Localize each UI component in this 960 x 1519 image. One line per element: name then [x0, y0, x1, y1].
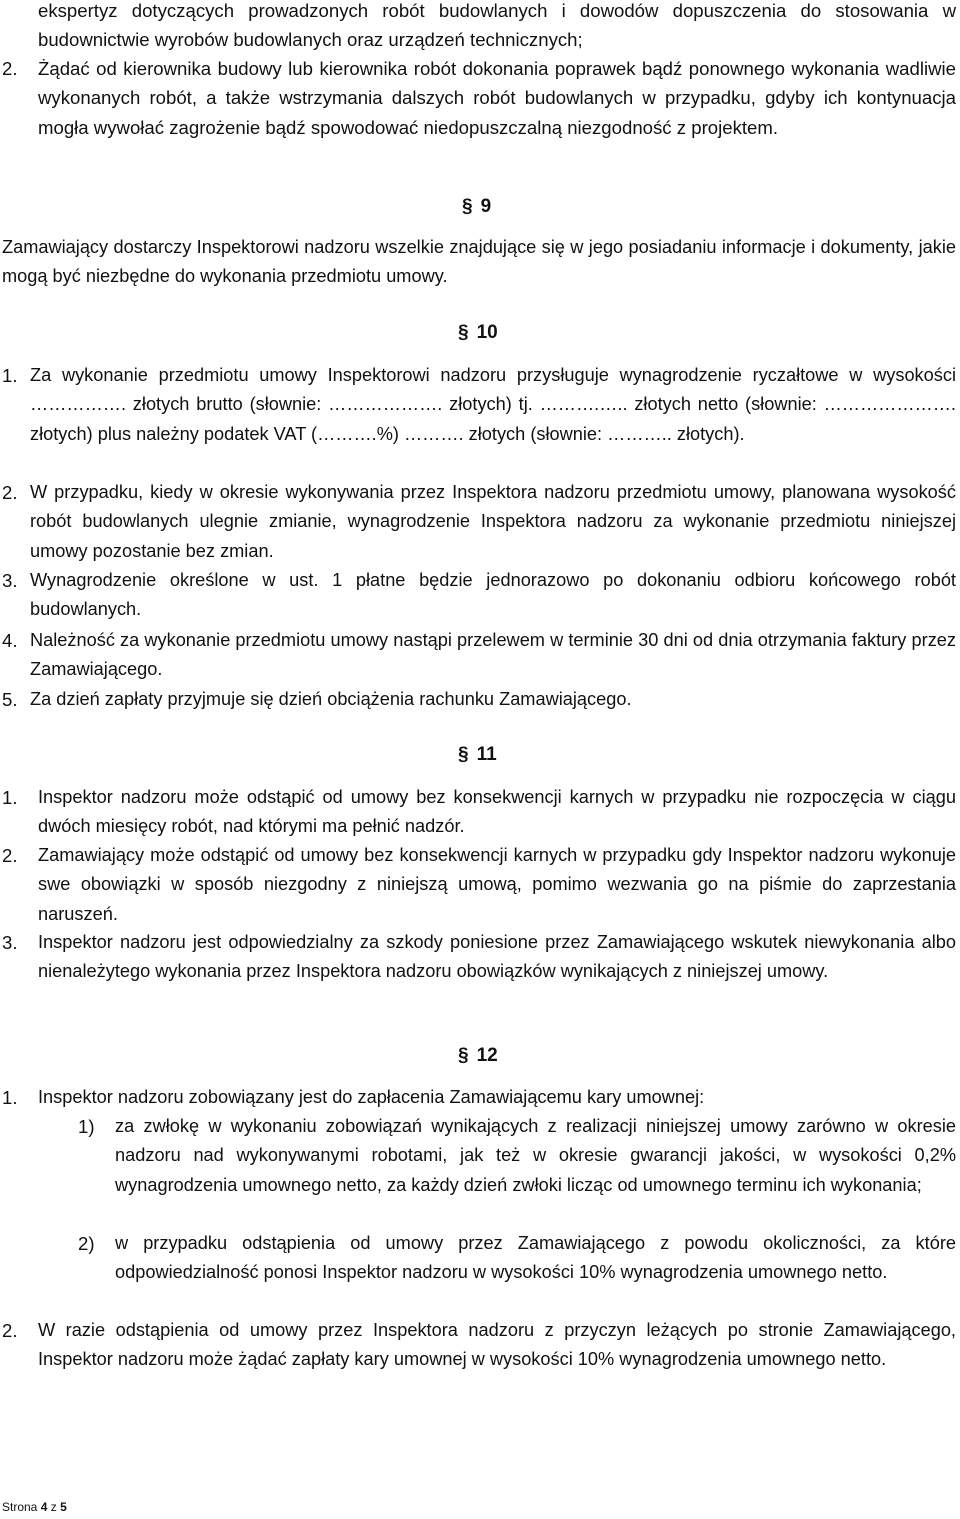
- section-number: 11: [476, 744, 497, 765]
- paragraph-item: W przypadku, kiedy w okresie wykonywania przez Inspektora nadzoru przedmiotu umowy, planowana wysokość robót budowlanych ulegnie zmianie, wynagrodzenie Inspektora nadzoru za wykonanie przedmiotu niniejszej umowy pozostanie bez zmian.: [30, 482, 956, 561]
- section-symbol: §: [462, 196, 473, 217]
- paragraph-subitem: za zwłokę w wykonaniu zobowiązań wynikających z realizacji niniejszej umowy zarówno w okresie nadzoru nad wykonywanymi robotami, jak też w okresie gwarancji jakości, w wysokości 0,2% wynagrodzenia umownego netto, za każdy dzień zwłoki licząc od umownego terminu ich wykonania;: [115, 1116, 956, 1195]
- paragraph-item: Żądać od kierownika budowy lub kierownika robót dokonania poprawek bądź ponownego wykonania wadliwie wykonanych robót, a także wstrzymania dalszych robót budowlanych w przypadku, gdyby ich kontynuacja mogła wywołać zagrożenie bądź spowodować niedopuszczalną niezgodność z projektem.: [38, 58, 956, 138]
- item-number: 3.: [2, 570, 18, 591]
- section-heading-9: [462, 192, 491, 222]
- section-heading-10: [458, 318, 498, 348]
- paragraph-item: Inspektor nadzoru zobowiązany jest do zapłacenia Zamawiającemu kary umownej:: [38, 1087, 705, 1107]
- section-heading-12: [458, 1041, 498, 1071]
- paragraph-item: Wynagrodzenie określone w ust. 1 płatne będzie jednorazowo po dokonaniu odbioru końcowego robót budowlanych.: [30, 570, 956, 620]
- paragraph-item: Za dzień zapłaty przyjmuje się dzień obciążenia rachunku Zamawiającego.: [30, 689, 632, 709]
- paragraph-item: Za wykonanie przedmiotu umowy Inspektorowi nadzoru przysługuje wynagrodzenie ryczałtowe w wysokości ……………. złotych brutto (słownie: ………………. złotych) tj. ……….….. złotych netto (słownie: …………………. złotych) plus należny podatek VAT (……….%) ………. złotych (słownie: ……….. złotych).: [30, 365, 956, 444]
- paragraph-subitem: w przypadku odstąpienia od umowy przez Zamawiającego z powodu okoliczności, za które odpowiedzialność ponosi Inspektor nadzoru w wysokości 10% wynagrodzenia umownego netto.: [115, 1233, 956, 1283]
- footer-total-pages: 5: [60, 1500, 67, 1514]
- section-symbol: §: [458, 322, 469, 343]
- item-number: 2.: [2, 58, 18, 79]
- section-heading-11: [458, 740, 497, 770]
- item-number: 1.: [2, 365, 18, 386]
- paragraph-item: W razie odstąpienia od umowy przez Inspektora nadzoru z przyczyn leżących po stronie Zamawiającego, Inspektor nadzoru może żądać zapłaty kary umownej w wysokości 10% wynagrodzenia umownego netto.: [38, 1320, 956, 1370]
- subitem-number: 2): [78, 1233, 95, 1254]
- paragraph-s9: Zamawiający dostarczy Inspektorowi nadzoru wszelkie znajdujące się w jego posiadaniu informacje i dokumenty, jakie mogą być niezbędne do wykonania przedmiotu umowy.: [2, 237, 956, 287]
- page-footer: [2, 1500, 67, 1514]
- section-number: 10: [476, 322, 498, 343]
- item-number: 2.: [2, 482, 18, 503]
- item-number: 2.: [2, 1320, 18, 1341]
- footer-current-page: 4: [40, 1500, 48, 1514]
- paragraph-item: Inspektor nadzoru może odstąpić od umowy bez konsekwencji karnych w przypadku nie rozpoczęcia w ciągu dwóch miesięcy robót, nad którymi ma pełnić nadzór.: [38, 787, 956, 837]
- footer-of: z: [50, 1500, 57, 1514]
- section-symbol: §: [458, 744, 469, 765]
- paragraph-continuation: ekspertyz dotyczących prowadzonych robót budowlanych i dowodów dopuszczenia do stosowania w budownictwie wyrobów budowlanych oraz urządzeń technicznych;: [38, 0, 956, 51]
- item-number: 5.: [2, 689, 18, 710]
- paragraph-item: Należność za wykonanie przedmiotu umowy nastąpi przelewem w terminie 30 dni od dnia otrzymania faktury przez Zamawiającego.: [30, 630, 956, 680]
- item-number: 4.: [2, 630, 18, 651]
- section-number: 9: [480, 196, 492, 217]
- item-number: 1.: [2, 787, 18, 808]
- paragraph-item: Zamawiający może odstąpić od umowy bez konsekwencji karnych w przypadku gdy Inspektor nadzoru wykonuje swe obowiązki w sposób niezgodny z niniejszą umową, pomimo wezwania go na piśmie do zaprzestania naruszeń.: [38, 845, 956, 924]
- paragraph-item: Inspektor nadzoru jest odpowiedzialny za szkody poniesione przez Zamawiającego wskutek niewykonania albo nienależytego wykonania przez Inspektora nadzoru obowiązków wynikających z niniejszej umowy.: [38, 932, 956, 982]
- item-number: 3.: [2, 932, 18, 953]
- item-number: 2.: [2, 845, 18, 866]
- section-symbol: §: [458, 1045, 469, 1066]
- subitem-number: 1): [78, 1116, 95, 1137]
- section-number: 12: [476, 1045, 498, 1066]
- item-number: 1.: [2, 1087, 18, 1108]
- footer-label: Strona: [2, 1500, 38, 1514]
